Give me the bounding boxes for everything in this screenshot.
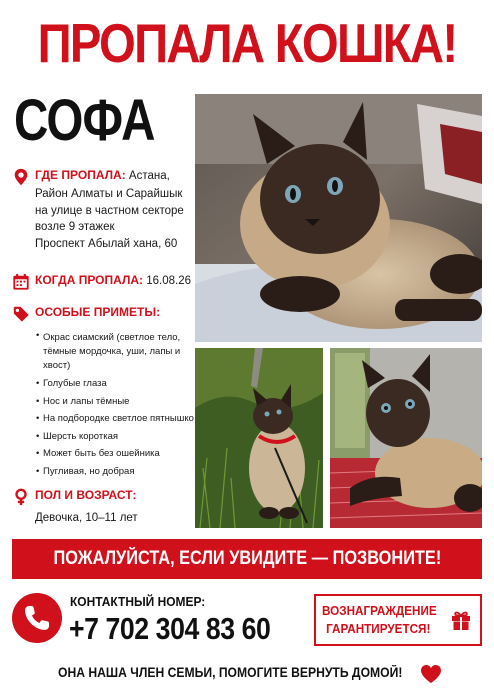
cat-name: СОФА [14, 88, 155, 153]
feature-item: • Нос и лапы тёмные [36, 393, 198, 411]
feature-item: • Пугливая, но добрая [36, 463, 198, 481]
where-line: на улице в частном секторе [35, 204, 184, 217]
contact-label: КОНТАКТНЫЙ НОМЕР: [70, 594, 206, 609]
when-label: КОГДА ПРОПАЛА: [35, 273, 144, 287]
heart-icon [420, 664, 442, 684]
female-symbol-icon [12, 488, 30, 506]
where-line: возле 9 этажек [35, 221, 115, 233]
cat-photo-blanket [330, 348, 482, 528]
reward-text: ВОЗНАГРАЖДЕНИЕ ГАРАНТИРУЕТСЯ! [322, 603, 437, 636]
gift-icon [450, 609, 472, 631]
where-label: ГДЕ ПРОПАЛА: [35, 168, 126, 182]
contact-phone-number[interactable]: +7 702 304 83 60 [69, 611, 271, 646]
reward-box [314, 594, 482, 646]
feature-item: • Может быть без ошейника [36, 445, 198, 463]
poster-headline: ПРОПАЛА КОШКА! [37, 12, 457, 74]
features-label: ОСОБЫЕ ПРИМЕТЫ: [35, 305, 161, 319]
phone-icon [12, 593, 62, 643]
calendar-icon [12, 273, 30, 291]
where-first-value: Астана, [128, 170, 170, 182]
map-pin-icon [12, 168, 30, 186]
feature-item: • Голубые глаза [36, 375, 198, 393]
feature-item: • Окрас сиамский (светлое тело, тёмные мордочка, уши, лапы и хвост) [36, 329, 198, 375]
gender-age-section [12, 487, 198, 526]
when-value: 16.08.26 [146, 275, 192, 287]
when-section [12, 272, 198, 291]
features-section [12, 304, 198, 480]
gender-age-label: ПОЛ И ВОЗРАСТ: [35, 488, 137, 502]
where-line: Район Алматы и Сарайшык [35, 188, 183, 200]
cat-photo-main [195, 94, 482, 342]
feature-item: • Шерсть короткая [36, 428, 198, 446]
call-banner [12, 539, 482, 579]
where-section [12, 167, 198, 252]
cat-photo-grass [195, 348, 323, 528]
call-banner-text: ПОЖАЛУЙСТА, ЕСЛИ УВИДИТЕ — ПОЗВОНИТЕ! [53, 548, 441, 569]
where-line: Проспект Абылай хана, 60 [35, 237, 178, 250]
gender-age-value: Девочка, 10–11 лет [35, 512, 138, 524]
features-list [36, 329, 198, 480]
footer-message: ОНА НАША ЧЛЕН СЕМЬИ, ПОМОГИТЕ ВЕРНУТЬ ДОМОЙ! [58, 665, 403, 680]
tag-icon [12, 305, 30, 323]
feature-item: • На подбородке светлое пятнышко [36, 410, 198, 428]
